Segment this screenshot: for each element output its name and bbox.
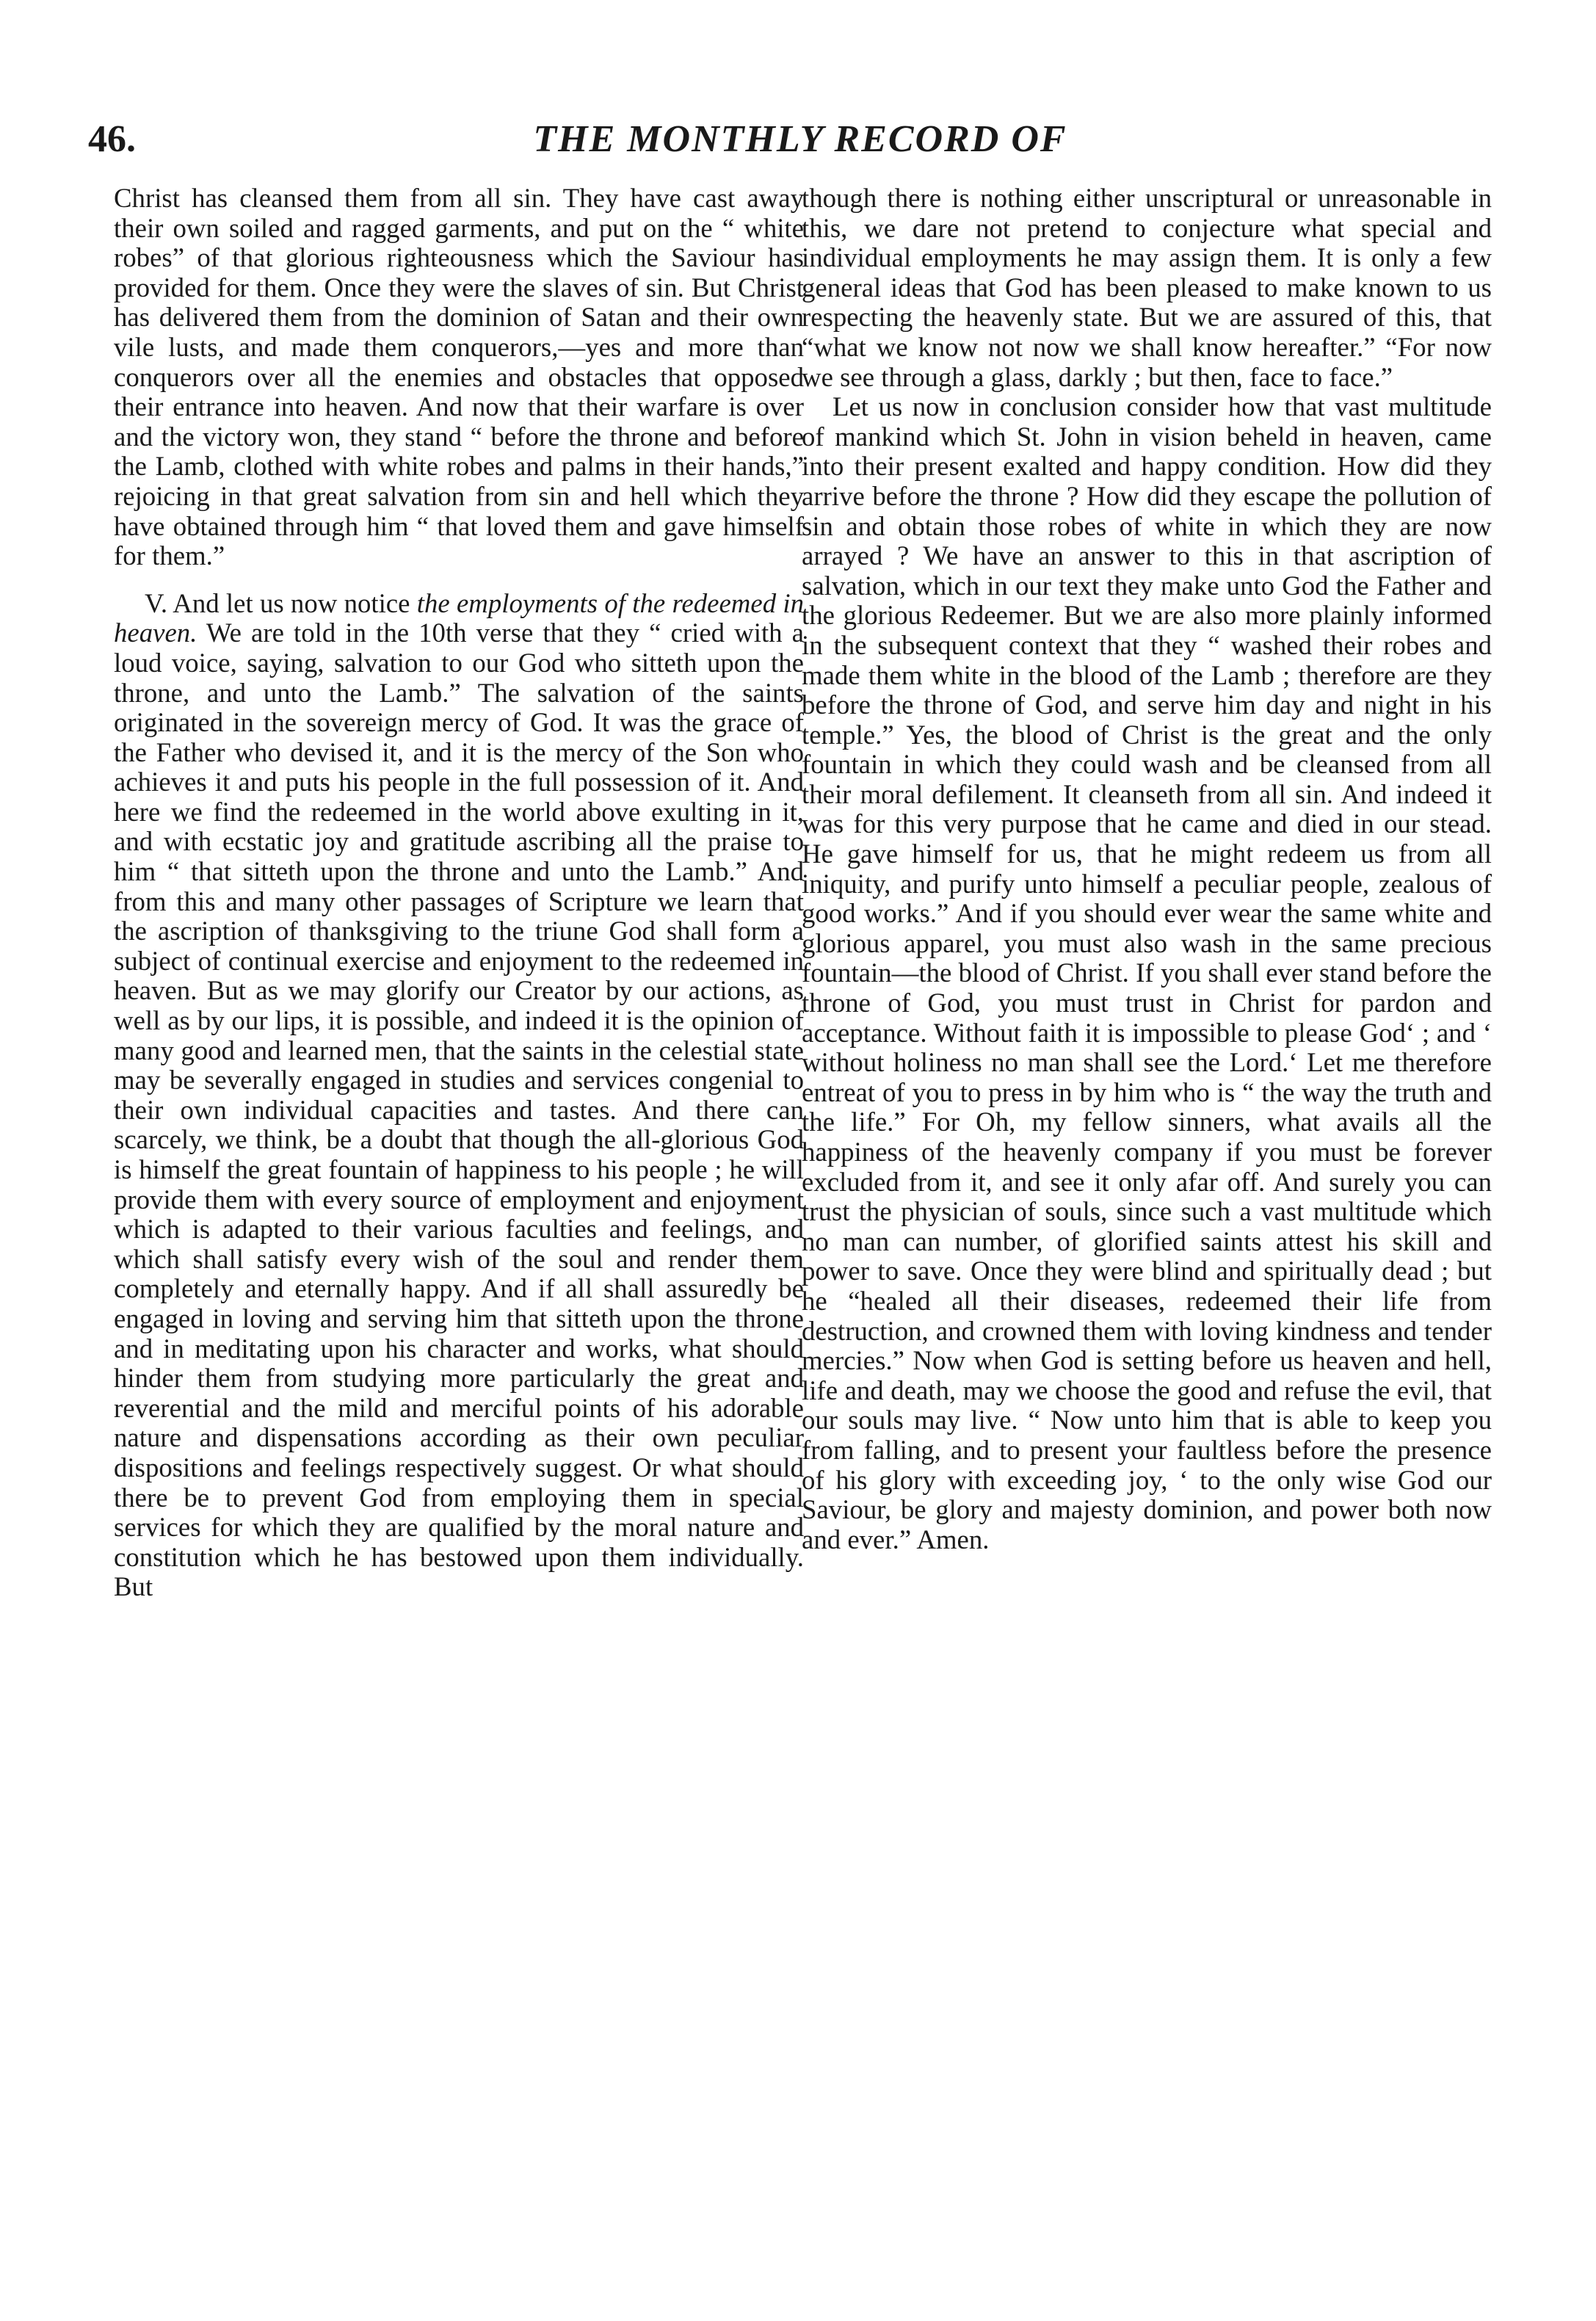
right-paragraph-1: though there is nothing either unscriptural or unreasonable in this, we dare not pretend to conjecture what special and individual employments he may assign them. It is only a few general ideas that God has been pleased to make known to us respecting the heavenly state. But we are assured of this, that “what we know not now we shall know hereafter.” “For now we see through a glass, darkly ; but then, face to face.” bbox=[802, 183, 1492, 392]
page-header bbox=[88, 110, 1512, 169]
right-paragraph-2: Let us now in conclusion consider how that vast multitude of mankind which St. John in vision beheld in heaven, came into their present exalted and happy condition. How did they arrive before the throne ? How did they escape the pollution of sin and obtain those robes of white in which they are now arrayed ? We have an answer to this in that ascription of salvation, which in our text they make unto God the Father and the glorious Redeemer. But we are also more plainly informed in the subsequent context that they “ washed their robes and made them white in the blood of the Lamb ; therefore are they before the throne of God, and serve him day and night in his temple.” Yes, the blood of Christ is the great and the only fountain in which they could wash and be cleansed from all their moral defilement. It cleanseth from all sin. And indeed it was for this very purpose that he came and died in our stead. He gave himself for us, that he might redeem us from all iniquity, and purify unto himself a peculiar people, zealous of good works.” And if you should ever wear the same white and glorious apparel, you must also wash in the same precious fountain—the blood of Christ. If you shall ever stand before the throne of God, you must trust in Christ for pardon and acceptance. Without faith it is impossible to please God‘ ; and ‘ without holiness no man shall see the Lord.‘ Let me therefore entreat of you to press in by him who is “ the way the truth and the life.” For Oh, my fellow sinners, what avails all the happiness of the heavenly company if you must be forever excluded from it, and see it only afar off. And surely you can trust the physician of souls, since such a vast multitude which no man can number, of glorified saints attest his skill and power to save. Once they were blind and spiritually dead ; but he “healed all their diseases, redeemed their life from destruction, and crowned them with loving kindness and tender mercies.” Now when God is setting before us heaven and hell, life and death, may we choose the good and refuse the evil, that our souls may live. “ Now unto him that is able to keep you from falling, and to present your faultless before the presence of his glory with exceeding joy, ‘ to the only wise God our Saviour, be glory and majesty dominion, and power both now and ever.” Amen. bbox=[802, 391, 1492, 1554]
left-column bbox=[114, 184, 804, 1602]
section-v-heading: the employments of the redeemed in heaven. bbox=[114, 587, 804, 648]
left-paragraph-2 bbox=[114, 589, 804, 1602]
section-v-body: We are told in the 10th verse that they “ cried with a loud voice, saying, salvation to our God who sitteth upon the throne, and unto the Lamb.” The salvation of the saints originated in the sovereign mercy of God. It was the grace of the Father who devised it, and it is the mercy of the Son who achieves it and puts his people in the full possession of it. And here we find the redeemed in the world above exulting in it, and with ecstatic joy and gratitude ascribing all the praise to him “ that sitteth upon the throne and unto the Lamb.” And from this and many other passages of Scripture we learn that the ascription of thanksgiving to the triune God shall form a subject of continual exercise and enjoyment to the redeemed in heaven. But as we may glorify our Creator by our actions, as well as by our lips, it is possible, and indeed it is the opinion of many good and learned men, that the saints in the celestial state may be severally engaged in studies and services congenial to their own individual capacities and tastes. And there can scarcely, we think, be a doubt that though the all-glorious God is himself the great fountain of happiness to his people ; he will provide them with every source of employment and enjoyment which is adapted to their various faculties and feelings, and which shall satisfy every wish of the soul and render them completely and eternally happy. And if all shall assuredly be engaged in loving and serving him that sitteth upon the throne and in meditating upon his character and works, what should hinder them from studying more particularly the great and reverential and the mild and merciful points of his adorable nature and dispensations according as their own peculiar dispositions and feelings respectively suggest. Or what should there be to prevent God from employing them in special services for which they are qualified by the moral nature and constitution which he has bestowed upon them individually. But bbox=[114, 618, 804, 1602]
running-title: THE MONTHLY RECORD OF bbox=[533, 118, 1067, 160]
page-number: 46. bbox=[88, 118, 136, 160]
section-v-lead: V. And let us now notice bbox=[145, 587, 417, 618]
left-paragraph-1: Christ has cleansed them from all sin. They have cast away their own soiled and ragged garments, and put on the “ white robes” of that glorious righteousness which the Saviour has provided for them. Once they were the slaves of sin. But Christ has delivered them from the dominion of Satan and their own vile lusts, and made them conquerors,—yes and more than conquerors over all the enemies and obstacles that opposed their entrance into heaven. And now that their warfare is over and the victory won, they stand “ before the throne and before the Lamb, clothed with white robes and palms in their hands,” rejoicing in that great salvation from sin and hell which they have obtained through him “ that loved them and gave himself for them.” bbox=[114, 183, 804, 571]
right-column bbox=[802, 184, 1492, 1554]
